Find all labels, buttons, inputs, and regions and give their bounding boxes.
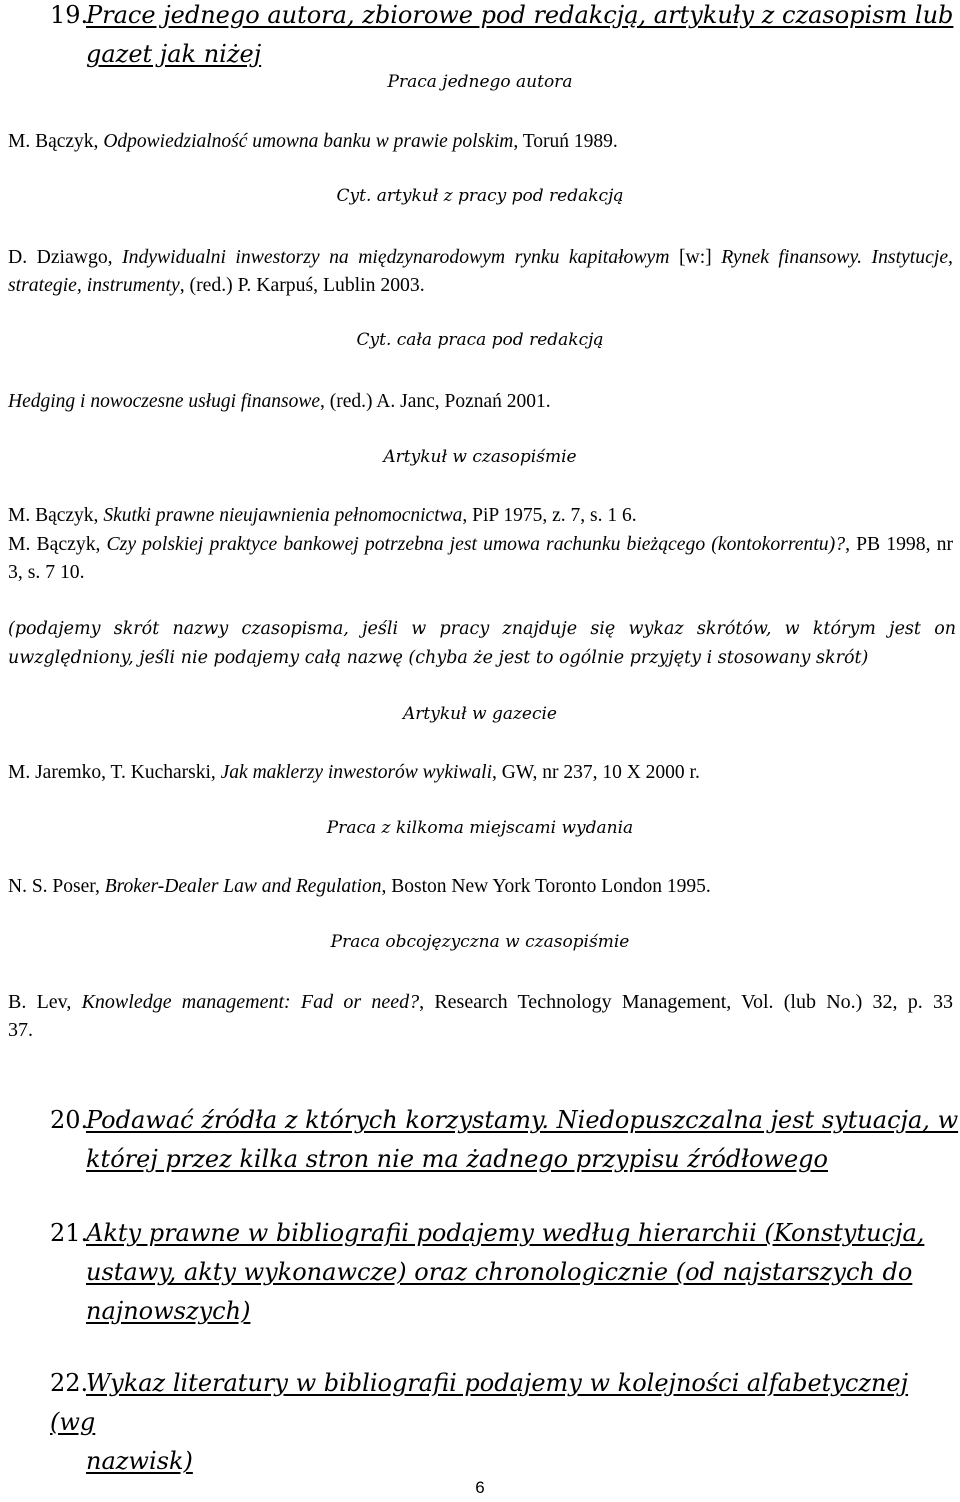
entry-author: M. Bączyk, xyxy=(8,505,104,526)
section-22-heading xyxy=(50,1364,960,1481)
bib-entry xyxy=(8,243,953,299)
section-number: 19. xyxy=(50,1,89,29)
bib-entry xyxy=(8,988,953,1044)
entry-title: Czy polskiej praktyce bankowej potrzebna jest umowa rachunku bieżącego (kontokorrentu)? xyxy=(106,533,846,555)
entry-details: , Toruń 1989. xyxy=(513,131,618,152)
section-title-cont: najnowszych) xyxy=(86,1297,251,1325)
entry-details: , GW, nr 237, 10 X 2000 r. xyxy=(492,762,700,783)
subheading-article-edited: Cyt. artykuł z pracy pod redakcją xyxy=(336,186,624,206)
section-20-heading xyxy=(50,1101,958,1179)
entry-title: Odpowiedzialność umowna banku w prawie polskim xyxy=(103,131,514,152)
section-title: Akty prawne w bibliografii podajemy według hierarchii (Konstytucja, xyxy=(86,1219,925,1247)
entry-author: M. Bączyk, xyxy=(8,533,107,555)
subheading-whole-edited: Cyt. cała praca pod redakcją xyxy=(356,330,604,350)
section-title-cont: nazwisk) xyxy=(86,1447,193,1475)
page-number: 6 xyxy=(475,1478,485,1497)
section-title-cont: której przez kilka stron nie ma żadnego przypisu źródłowego xyxy=(86,1145,828,1173)
entry-details: , Research Technology Management, Vol. (lub No.) 32, p. 33 37. xyxy=(8,991,953,1041)
section-number: 21. xyxy=(50,1219,89,1247)
entry-author: D. Dziawgo, xyxy=(8,246,123,268)
section-title-cont: gazet jak niżej xyxy=(86,40,262,68)
entry-in-marker: [w:] xyxy=(669,246,722,268)
entry-author: M. Jaremko, T. Kucharski, xyxy=(8,762,221,783)
entry-details: , (red.) P. Karpuś, Lublin 2003. xyxy=(179,274,425,296)
subheading-multiple-places: Praca z kilkoma miejscami wydania xyxy=(326,818,634,838)
entry-details: , PB 1998, nr 3, s. 7 10. xyxy=(8,533,953,583)
section-title-cont: ustawy, akty wykonawcze) oraz chronologicznie (od najstarszych do xyxy=(86,1258,913,1286)
section-number: 20. xyxy=(50,1106,89,1134)
entry-author: B. Lev, xyxy=(8,991,82,1013)
entry-title: Knowledge management: Fad or need? xyxy=(81,991,420,1013)
entry-book-title: Rynek finansowy. Instytucje, strategie, instrumenty xyxy=(8,246,953,296)
entry-title: Indywidualni inwestorzy na międzynarodowym rynku kapitałowym xyxy=(122,246,670,268)
section-21-heading xyxy=(50,1214,924,1331)
subheading-foreign-journal: Praca obcojęzyczna w czasopiśmie xyxy=(330,932,630,952)
section-title: Wykaz literatury w bibliografii podajemy w kolejności alfabetycznej (wg xyxy=(50,1369,909,1436)
bib-entry xyxy=(8,502,953,530)
bib-entry xyxy=(8,128,953,156)
bib-entry xyxy=(8,530,953,586)
subheading-single-author: Praca jednego autora xyxy=(387,72,573,92)
entry-details: , (red.) A. Janc, Poznań 2001. xyxy=(319,391,551,412)
bib-entry xyxy=(8,759,953,787)
section-19-heading xyxy=(50,0,953,74)
bib-entry xyxy=(8,388,953,416)
section-number: 22. xyxy=(50,1369,89,1397)
entry-author: M. Bączyk, xyxy=(8,131,104,152)
entry-details: , PiP 1975, z. 7, s. 1 6. xyxy=(462,505,637,526)
entry-title: Broker-Dealer Law and Regulation xyxy=(104,876,382,897)
entry-details: , Boston New York Toronto London 1995. xyxy=(381,876,711,897)
subheading-newspaper-article: Artykuł w gazecie xyxy=(402,704,557,724)
bib-entry xyxy=(8,873,953,901)
entry-title: Skutki prawne nieujawnienia pełnomocnictwa xyxy=(103,505,463,526)
section-title: Prace jednego autora, zbiorowe pod redakcją, artykuły z czasopism lub xyxy=(86,1,954,29)
entry-author: N. S. Poser, xyxy=(8,876,105,897)
subheading-journal-article: Artykuł w czasopiśmie xyxy=(383,447,577,467)
abbreviation-note: (podajemy skrót nazwy czasopisma, jeśli w pracy znajduje się wykaz skrótów, w którym jest on uwzględniony, jeśli nie podajemy całą nazwę (chyba że jest to ogólnie przyjęty i stosowany skrót) xyxy=(8,619,956,668)
entry-title: Hedging i nowoczesne usługi finansowe xyxy=(8,391,320,412)
entry-title: Jak maklerzy inwestorów wykiwali xyxy=(220,762,492,783)
section-title: Podawać źródła z których korzystamy. Niedopuszczalna jest sytuacja, w xyxy=(86,1106,959,1134)
